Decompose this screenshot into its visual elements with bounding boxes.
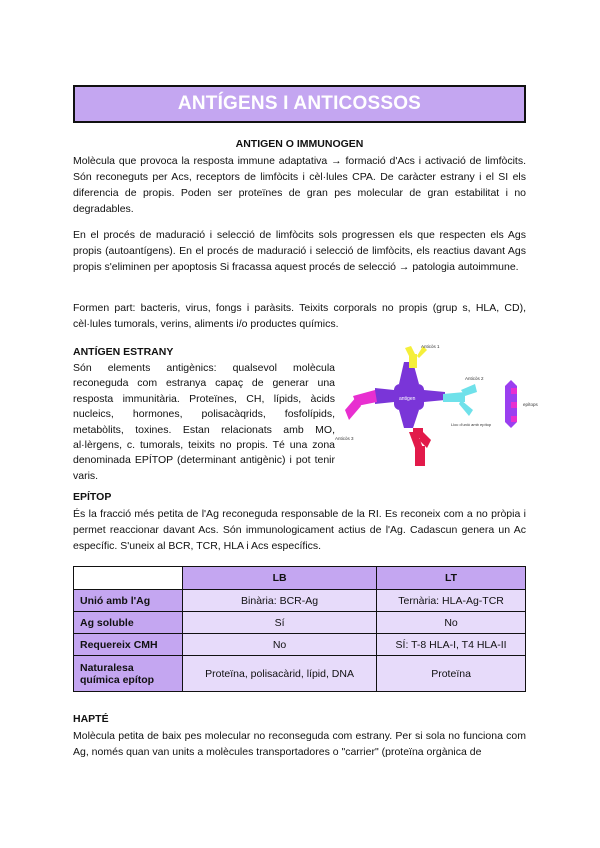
cell-lb: No <box>183 634 377 656</box>
antibody-1-shape <box>405 344 440 368</box>
cell-lb: Proteïna, polisacàrid, lípid, DNA <box>183 656 377 692</box>
row-label: Unió amb l'Ag <box>74 590 183 612</box>
paragraph-components: Formen part: bacteris, virus, fongs i paràsits. Teixits corporals no propis (grup s, HLA, CD), cèl·lules tumorals, verins, aliments i/o productes químics. <box>73 302 526 330</box>
cell-lt: No <box>377 612 526 634</box>
table-corner <box>74 567 183 590</box>
antibody-3-shape <box>335 390 377 441</box>
antibody-3-label: Anticòs 3 <box>335 436 354 441</box>
paragraph-foreign-antigen: Són elements antigènics: qualsevol molècula reconeguda com estranya capaç de generar una resposta immunitària. Proteïnes, CH, lípids, àcids nucleics, hormones, polisacàqrids, fosfolípids, metabòlits, toxines. Estan relacionats amb MO, al·lèrgens, c. tumorals, teixits no propis. Té una zona denominada EPÍTOP (determinant antigènic) i pot tenir varis. <box>73 362 335 482</box>
table-row <box>74 612 526 634</box>
table-header-row <box>74 567 526 590</box>
antigen-antibody-figure <box>335 340 545 470</box>
epitopes-label: epítops <box>523 402 538 407</box>
page-title: ANTÍGENS I ANTICOSSOS <box>177 93 422 114</box>
row-label: Requereix CMH <box>74 634 183 656</box>
row-label: Ag soluble <box>74 612 183 634</box>
paragraph-epitope: És la fracció més petita de l'Ag reconeguda responsable de la RI. Es reconeix com a no pròpia i permet reaccionar davant Acs. Són immunologicament actius de l'Ag. Cadascun genera un Ac específic. S'uneix al BCR, TCR, HLA i Acs específics. <box>73 508 526 552</box>
antibody-bottom-shape <box>409 428 431 466</box>
antigen-label: antigen <box>399 396 416 402</box>
paragraph-maturation: En el procés de maduració i selecció de limfòcits sols progressen els que respecten els Ags propis (autoantígens). En el procés de maduració i selecció de limfòcits, els reactius davant Ags propis s'eliminen per apoptosis Si fracassa aquest procés de selecció → patologia autoimmune. <box>73 229 526 273</box>
column-header-lb: LB <box>183 567 377 590</box>
antibody-2-label: Anticòs 2 <box>465 376 484 381</box>
antibody-1-label: Anticòs 1 <box>421 344 440 349</box>
column-header-lt: LT <box>377 567 526 590</box>
section-heading-antigen: ANTIGEN O IMMUNOGEN <box>235 138 364 150</box>
table-row <box>74 656 526 692</box>
row-label: Naturalesa química epítop <box>74 656 183 692</box>
section-heading-hapten: HAPTÉ <box>73 713 109 725</box>
cell-lt: SÍ: T-8 HLA-I, T4 HLA-II <box>377 634 526 656</box>
binding-site-label: Lloc d'unió amb epítop <box>451 422 492 427</box>
cell-lt: Ternària: HLA-Ag-TCR <box>377 590 526 612</box>
cell-lb: Binària: BCR-Ag <box>183 590 377 612</box>
section-heading-epitope: EPÍTOP <box>73 491 112 503</box>
section-heading-foreign-antigen: ANTÍGEN ESTRANY <box>73 346 174 358</box>
antibody-2-shape <box>443 376 492 427</box>
table-row <box>74 590 526 612</box>
cell-lb: Sí <box>183 612 377 634</box>
title-banner <box>73 85 526 123</box>
paragraph-hapten: Molècula petita de baix pes molecular no reconseguda com estrany. Per si sola no funciona com Ag, només quan van units a molècules transportadores o "carrier" (proteïna orgànica de <box>73 730 526 758</box>
paragraph-definition: Molècula que provoca la resposta immune adaptativa → formació d'Acs i activació de limfòcits. Són reconeguts per Acs, receptors de limfòcits i cèl·lules CPA. De caràcter estrany i el SI els diferencia de propis. Poden ser proteïnes de gran pes molecular de gran estabilitat i no degradables. <box>73 155 526 215</box>
table-row <box>74 634 526 656</box>
comparison-table <box>73 566 526 692</box>
antigen-shape <box>375 362 445 428</box>
side-epitopes <box>505 380 539 428</box>
cell-lt: Proteïna <box>377 656 526 692</box>
